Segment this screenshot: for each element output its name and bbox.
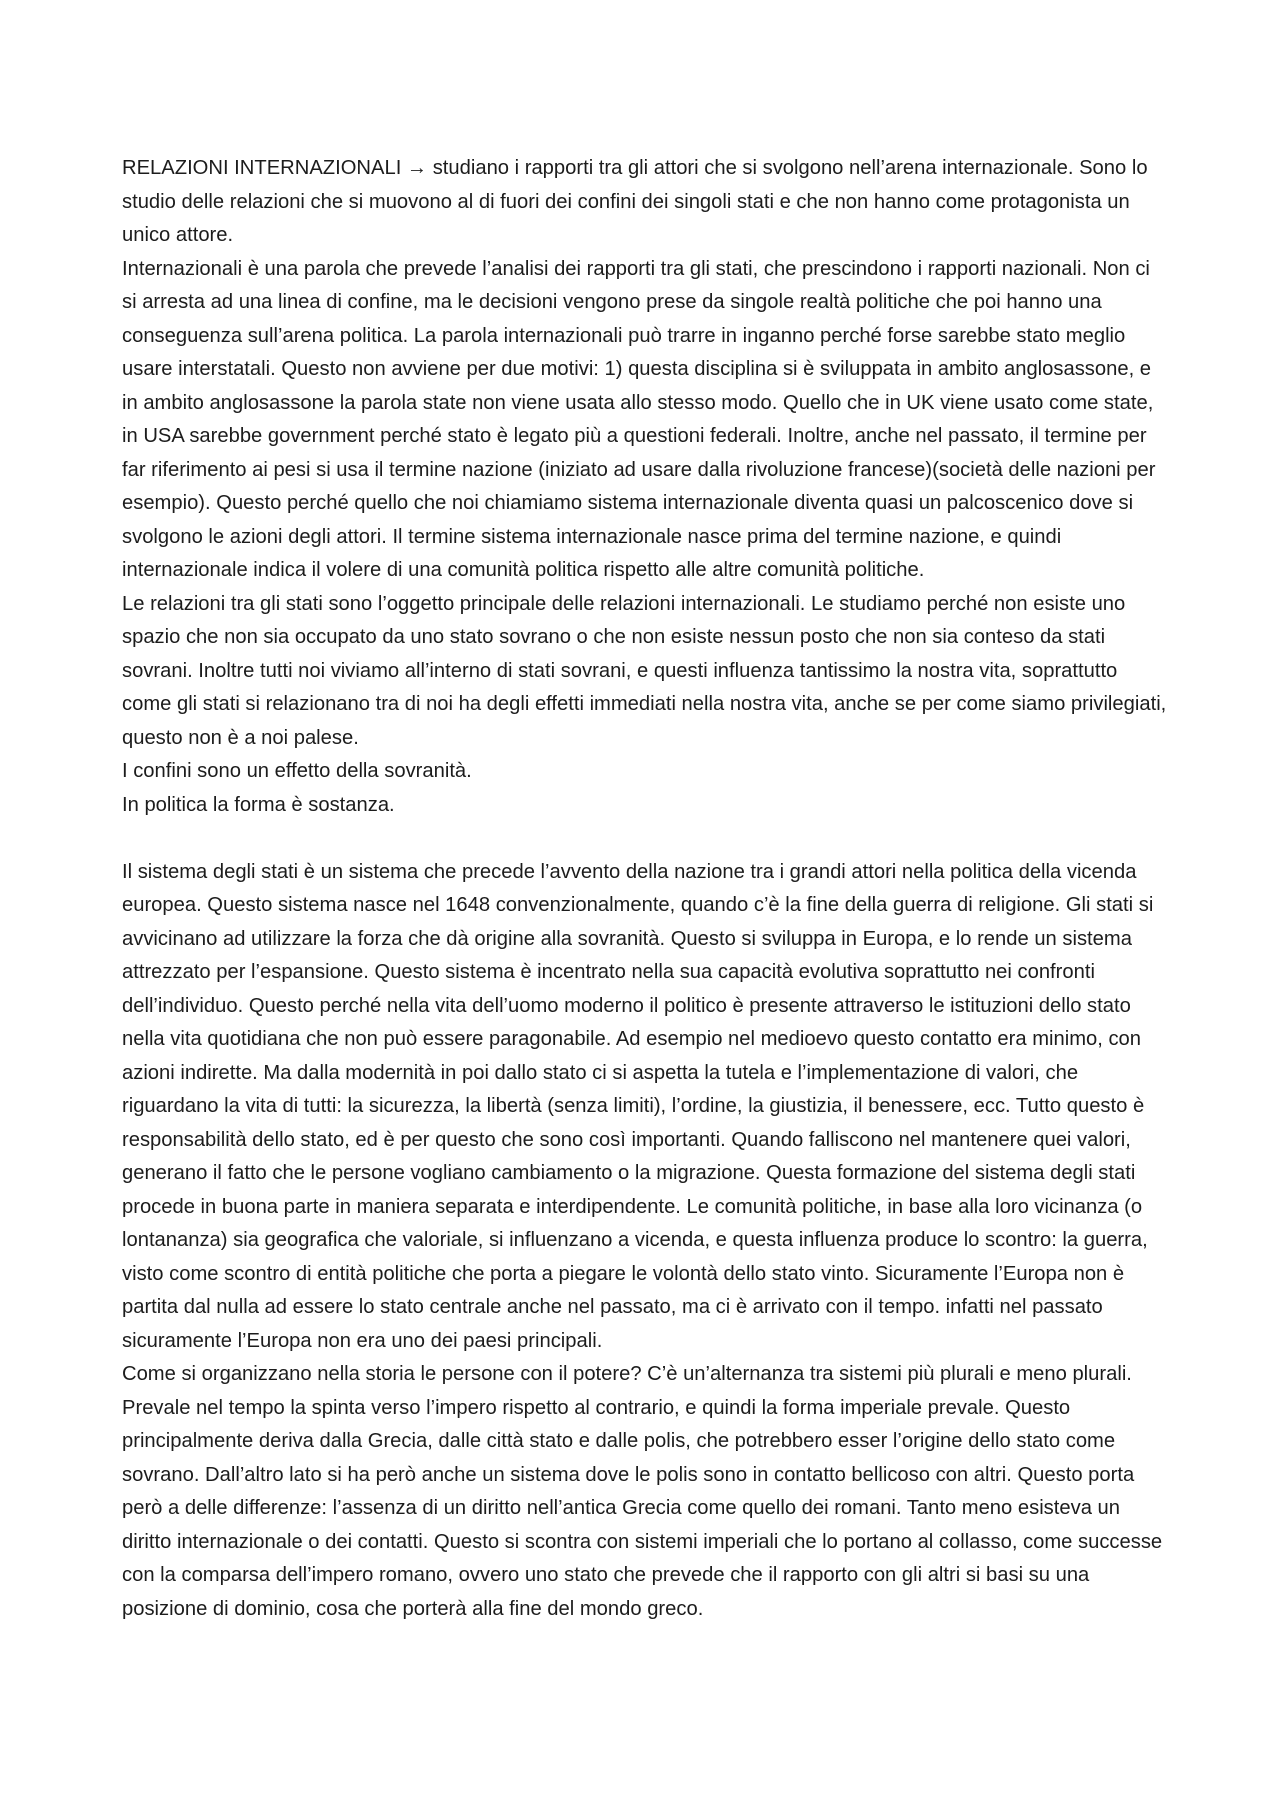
paragraph-spacer xyxy=(122,822,1167,856)
paragraph-sistema-stati: Il sistema degli stati è un sistema che precede l’avvento della nazione tra i grandi attori nella politica della vicenda europea. Questo sistema nasce nel 1648 convenzionalmente, quando c’è la fine della guerra di religione. Gli stati si avvicinano ad utilizzare la forza che dà origine alla sovranità. Questo si sviluppa in Europa, e lo rende un sistema attrezzato per l’espansione. Questo sistema è incentrato nella sua capacità evolutiva soprattutto nei confronti dell’individuo. Questo perché nella vita dell’uomo moderno il politico è presente attraverso le istituzioni dello stato nella vita quotidiana che non può essere paragonabile. Ad esempio nel medioevo questo contatto era minimo, con azioni indirette. Ma dalla modernità in poi dallo stato ci si aspetta la tutela e l’implementazione di valori, che riguardano la vita di tutti: la sicurezza, la libertà (senza limiti), l’ordine, la giustizia, il benessere, ecc. Tutto questo è responsabilità dello stato, ed è per questo che sono così importanti. Quando falliscono nel mantenere quei valori, generano il fatto che le persone vogliano cambiamento o la migrazione. Questa formazione del sistema degli stati procede in buona parte in maniera separata e interdipendente. Le comunità politiche, in base alla loro vicinanza (o lontananza) sia geografica che valoriale, si influenzano a vicenda, e questa influenza produce lo scontro: la guerra, visto come scontro di entità politiche che porta a piegare le volontà dello stato vinto. Sicuramente l’Europa non è partita dal nulla ad essere lo stato centrale anche nel passato, ma ci è arrivato con il tempo. infatti nel passato sicuramente l’Europa non era uno dei paesi principali. xyxy=(122,860,1154,1352)
paragraph-relazioni-stati: Le relazioni tra gli stati sono l’oggetto principale delle relazioni internazionali. Le studiamo perché non esiste uno spazio che non sia occupato da uno stato sovrano o che non esiste nessun posto che non sia conteso da stati sovrani. Inoltre tutti noi viviamo all’interno di stati sovrani, e questi influenza tantissimo la nostra vita, soprattutto come gli stati si relazionano tra di noi ha degli effetti immediati nella nostra vita, anche se per come siamo privilegiati, questo non è a noi palese. xyxy=(122,592,1167,749)
document-body xyxy=(122,152,1167,1626)
paragraph-forma-sostanza: In politica la forma è sostanza. xyxy=(122,793,395,816)
paragraph-intro: RELAZIONI INTERNAZIONALI → studiano i rapporti tra gli attori che si svolgono nell’arena internazionale. Sono lo studio delle relazioni che si muovono al di fuori dei confini dei singoli stati e che non hanno come protagonista un unico attore. xyxy=(122,157,1148,246)
paragraph-potere-storia: Come si organizzano nella storia le persone con il potere? C’è un’alternanza tra sistemi più plurali e meno plurali. Prevale nel tempo la spinta verso l’impero rispetto al contrario, e quindi la forma imperiale prevale. Questo principalmente deriva dalla Grecia, dalle città stato e dalle polis, che potrebbero esser l’origine dello stato come sovrano. Dall’altro lato si ha però anche un sistema dove le polis sono in contatto bellicoso con altri. Questo porta però a delle differenze: l’assenza di un diritto nell’antica Grecia come quello dei romani. Tanto meno esisteva un diritto internazionale o dei contatti. Questo si scontra con sistemi imperiali che lo portano al collasso, come successe con la comparsa dell’impero romano, ovvero uno stato che prevede che il rapporto con gli altri si basi su una posizione di dominio, cosa che porterà alla fine del mondo greco. xyxy=(122,1363,1163,1620)
paragraph-internazionali: Internazionali è una parola che prevede l’analisi dei rapporti tra gli stati, che prescindono i rapporti nazionali. Non ci si arresta ad una linea di confine, ma le decisioni vengono prese da singole realtà politiche che poi hanno una conseguenza sull’arena politica. La parola internazionali può trarre in inganno perché forse sarebbe stato meglio usare interstatali. Questo non avviene per due motivi: 1) questa disciplina si è sviluppata in ambito anglosassone, e in ambito anglosassone la parola state non viene usata allo stesso modo. Quello che in UK viene usato come state, in USA sarebbe government perché stato è legato più a questioni federali. Inoltre, anche nel passato, il termine per far riferimento ai pesi si usa il termine nazione (iniziato ad usare dalla rivoluzione francese)(società delle nazioni per esempio). Questo perché quello che noi chiamiamo sistema internazionale diventa quasi un palcoscenico dove si svolgono le azioni degli attori. Il termine sistema internazionale nasce prima del termine nazione, e quindi internazionale indica il volere di una comunità politica rispetto alle altre comunità politiche. xyxy=(122,257,1156,581)
paragraph-confini: I confini sono un effetto della sovranità. xyxy=(122,760,472,782)
